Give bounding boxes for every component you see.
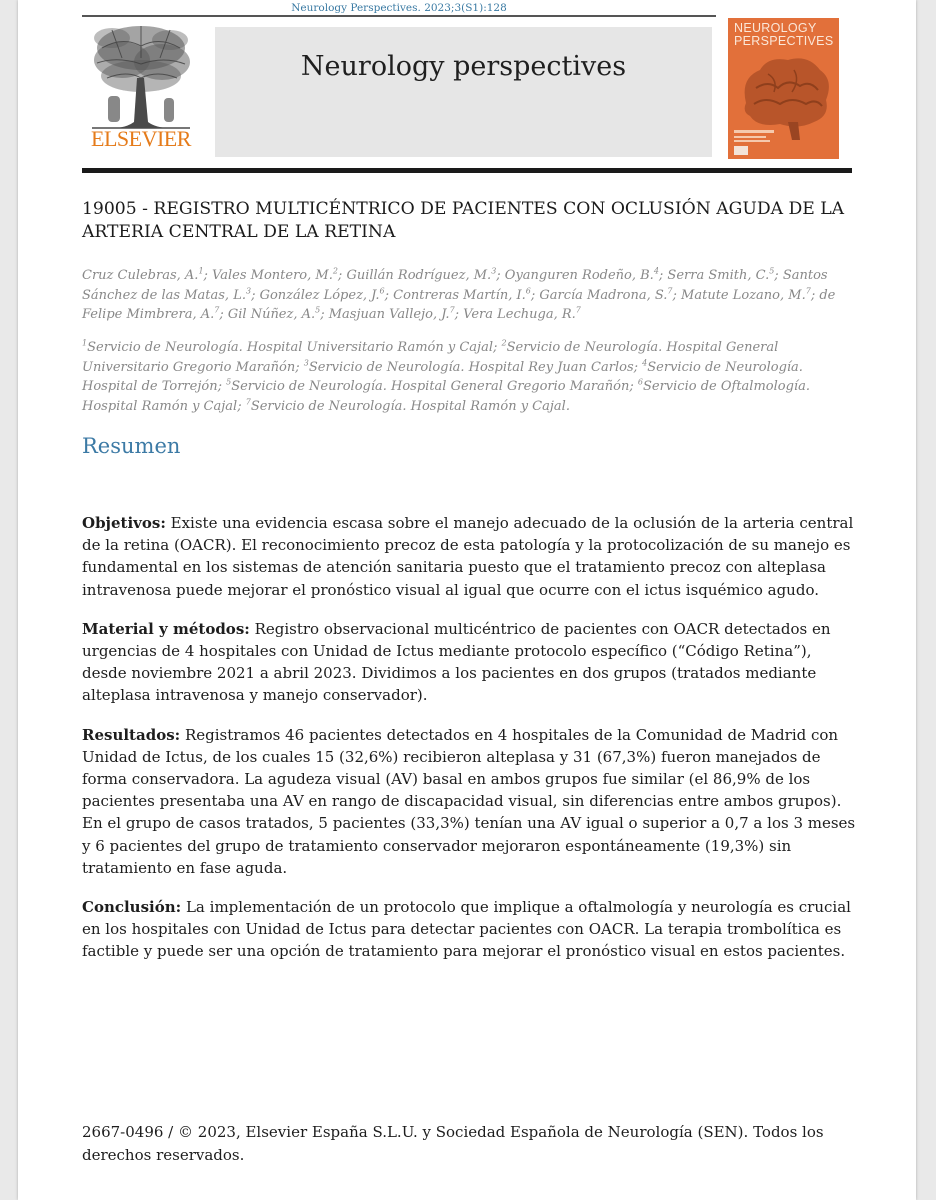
abstract-text: Registro observacional multicéntrico de pacientes con OACR detectados en urgencias de 4 hospitales con Unidad de Ictus mediante protocolo específico (“Código Retina”), desde noviembre 2021 a abril 2023. Dividimos a los pacientes en dos grupos (tratados mediante alteplasa intravenosa y manejo conservador). <box>82 619 831 705</box>
journal-cover-thumbnail <box>728 18 839 159</box>
author-name: Cruz Culebras, A. <box>82 268 199 283</box>
affiliation-number: 4 <box>642 358 648 368</box>
affiliation-number: 7 <box>245 397 251 407</box>
abstract-label: Objetivos: <box>82 514 166 532</box>
abstract-text: Existe una evidencia escasa sobre el manejo adecuado de la oclusión de la arteria central de la retina (OACR). El reconocimiento precoz de esta patología y la protocolización de su manejo es fundamental en los sistemas de atención sanitaria puesto que el tratamiento precoz con alteplasa intravenosa puede mejorar el pronóstico visual al igual que ocurre con el ictus isquémico agudo. <box>82 514 854 599</box>
abstract-body <box>82 512 857 980</box>
affiliation-list <box>82 338 852 416</box>
author-name: Serra Smith, C. <box>667 268 770 283</box>
author-name: González López, J. <box>259 287 380 303</box>
copyright-notice: 2667-0496 / © 2023, Elsevier España S.L.U. y Sociedad Española de Neurología (SEN). Todos los derechos reservados. <box>82 1123 824 1164</box>
affiliation-text: Servicio de Neurología. Hospital de Torrejón; <box>82 359 803 394</box>
author-affiliation-number: 1 <box>198 266 204 276</box>
header-divider <box>82 168 852 173</box>
article-title: 19005 - REGISTRO MULTICÉNTRICO DE PACIENTES CON OCLUSIÓN AGUDA DE LA ARTERIA CENTRAL DE LA RETINA <box>82 199 845 242</box>
author-name: Matute Lozano, M. <box>681 287 806 303</box>
abstract-label: Resultados: <box>82 725 181 744</box>
author-affiliation-number: 3 <box>245 286 252 296</box>
abstract-text: La implementación de un protocolo que implique a oftalmología y neurología es crucial en los hospitales con Unidad de Ictus para detectar pacientes con OACR. La terapia trombolítica es factible y puede ser una opción de tratamiento para mejorar el pronóstico visual en estos pacientes. <box>82 898 851 961</box>
affiliation-text: Servicio de Neurología. Hospital Rey Juan Carlos; <box>308 359 639 375</box>
affiliation-number: 1 <box>82 338 88 348</box>
author-name: Masjuan Vallejo, J. <box>328 307 450 322</box>
elsevier-wordmark: ELSEVIER <box>91 126 191 151</box>
author-list: Cruz Culebras, A.$^1$; Vales Montero, M.$^2$; Guillán Rodríguez, M.$^3$; Oyanguren Rodeño, B.$^4$; Serra Smith, C.$^5$; Santos Sánchez de las Matas, L.$^3$; González López, J.$^6$; Contreras Martín, I.$^6$; García Madrona, S.$^7$; Matute Lozano, M.$^7$; de Felipe Mimbrera, A.$^7$; Gil Núñez, A.$^5$; Masjuan Vallejo, J.$^7$; Vera Lechuga, R.$^7$ <box>82 266 836 322</box>
affiliation-number: 5 <box>226 377 232 387</box>
author-name: Contreras Martín, I. <box>393 287 526 303</box>
header-rule <box>82 15 716 17</box>
abstract-paragraph-objectives <box>82 512 857 601</box>
abstract-paragraph-results <box>82 724 857 879</box>
author-affiliation-number: 7 <box>575 305 581 315</box>
abstract-label: Material y métodos: <box>82 619 250 638</box>
affiliation-number: 2 <box>501 338 507 348</box>
author-affiliation-number: 7 <box>667 286 673 296</box>
author-affiliation-number: 5 <box>315 305 321 315</box>
author-affiliation-number: 7 <box>805 286 811 296</box>
affiliation-text: Servicio de Neurología. Hospital General Universitario Gregorio Marañón; <box>82 340 779 375</box>
author-affiliation-number: 6 <box>379 286 385 296</box>
journal-title-banner <box>215 27 712 157</box>
cover-title: NEUROLOGY PERSPECTIVES <box>734 21 834 48</box>
affiliation-number: 6 <box>637 377 643 387</box>
author-name: Santos Sánchez de las Matas, L. <box>82 268 828 303</box>
affiliation-number: 3 <box>303 358 309 368</box>
affiliation-text: Servicio de Neurología. Hospital Universitario Ramón y Cajal; <box>87 340 498 355</box>
author-affiliation-number: 6 <box>525 286 531 296</box>
author-name: Vera Lechuga, R. <box>463 307 576 322</box>
author-name: Vales Montero, M. <box>212 268 333 283</box>
author-affiliation-number: 7 <box>449 305 455 315</box>
author-name: Gil Núñez, A. <box>227 307 316 322</box>
author-affiliation-number: 5 <box>769 266 775 276</box>
author-name: García Madrona, S. <box>539 287 668 303</box>
abstract-text: Registramos 46 pacientes detectados en 4 hospitales de la Comunidad de Madrid con Unidad de Ictus, de los cuales 15 (32,6%) recibieron alteplasa y 31 (67,3%) fueron manejados de forma conservadora. La agudeza visual (AV) basal en ambos grupos fue similar (el 86,9% de los pacientes presentaba una AV en rango de discapacidad visual, sin diferencias entre ambos grupos). En el grupo de casos tratados, 5 pacientes (33,3%) tenían una AV igual o superior a 0,7 a los 3 meses y 6 pacientes del grupo de tratamiento conservador mejoraron espontáneamente (19,3%) sin tratamiento en fase aguda. <box>82 725 856 877</box>
author-name: de Felipe Mimbrera, A. <box>82 287 836 322</box>
journal-title: Neurology perspectives <box>300 50 627 82</box>
affiliation-text: Servicio de Neurología. Hospital General Gregorio Marañón; <box>231 379 634 394</box>
affiliation-text: Servicio de Oftalmología. Hospital Ramón y Cajal; <box>82 379 810 414</box>
author-affiliation-number: 4 <box>653 266 659 276</box>
section-heading: Resumen <box>82 434 181 458</box>
abstract-label: Conclusión: <box>82 898 182 917</box>
author-affiliation-number: 3 <box>491 266 497 276</box>
journal-reference[interactable]: Neurology Perspectives. 2023;3(S1):128 <box>291 2 507 14</box>
author-affiliation-number: 7 <box>214 305 220 315</box>
abstract-paragraph-methods <box>82 618 857 707</box>
author-name: Guillán Rodríguez, M. <box>346 268 492 283</box>
author-affiliation-number: 2 <box>332 266 338 276</box>
abstract-paragraph-conclusion <box>82 896 857 963</box>
author-name: Oyanguren Rodeño, B. <box>504 268 654 283</box>
affiliation-text: Servicio de Neurología. Hospital Ramón y Cajal. <box>250 398 570 414</box>
